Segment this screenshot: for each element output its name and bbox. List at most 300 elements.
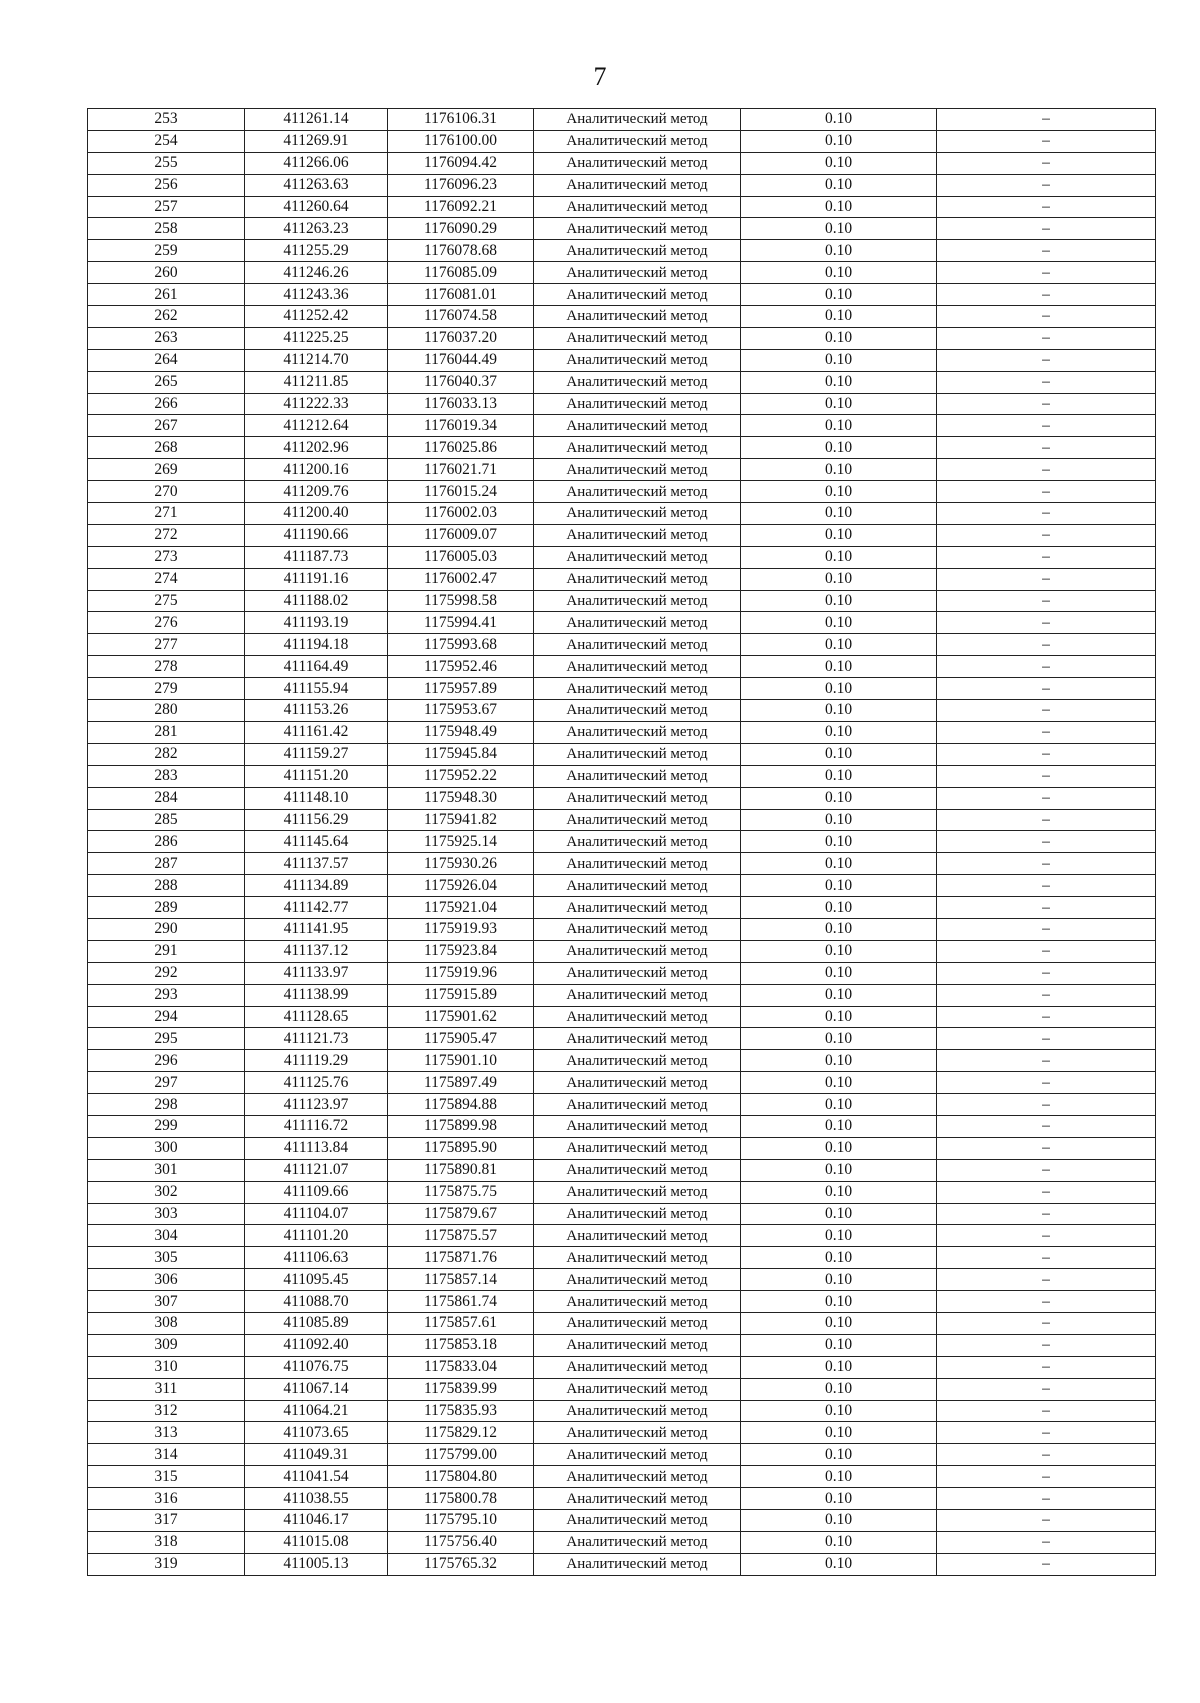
point-number-cell: 282	[88, 743, 245, 765]
y-coordinate-cell: 1176019.34	[388, 415, 534, 437]
description-cell: –	[937, 1312, 1156, 1334]
table-row	[88, 218, 1156, 240]
method-cell: Аналитический метод	[534, 1247, 741, 1269]
point-number-cell: 258	[88, 218, 245, 240]
method-cell: Аналитический метод	[534, 327, 741, 349]
x-coordinate-cell: 411095.45	[245, 1269, 388, 1291]
accuracy-cell: 0.10	[741, 1094, 937, 1116]
point-number-cell: 263	[88, 327, 245, 349]
point-number-cell: 313	[88, 1422, 245, 1444]
description-cell: –	[937, 1553, 1156, 1575]
point-number-cell: 268	[88, 437, 245, 459]
x-coordinate-cell: 411246.26	[245, 262, 388, 284]
y-coordinate-cell: 1176090.29	[388, 218, 534, 240]
x-coordinate-cell: 411155.94	[245, 678, 388, 700]
description-cell: –	[937, 1094, 1156, 1116]
x-coordinate-cell: 411269.91	[245, 130, 388, 152]
y-coordinate-cell: 1175998.58	[388, 590, 534, 612]
y-coordinate-cell: 1175756.40	[388, 1531, 534, 1553]
point-number-cell: 260	[88, 262, 245, 284]
method-cell: Аналитический метод	[534, 459, 741, 481]
method-cell: Аналитический метод	[534, 1553, 741, 1575]
method-cell: Аналитический метод	[534, 437, 741, 459]
y-coordinate-cell: 1175857.14	[388, 1269, 534, 1291]
table-row	[88, 1115, 1156, 1137]
accuracy-cell: 0.10	[741, 262, 937, 284]
description-cell: –	[937, 1115, 1156, 1137]
table-row	[88, 130, 1156, 152]
y-coordinate-cell: 1176002.03	[388, 503, 534, 525]
y-coordinate-cell: 1175795.10	[388, 1510, 534, 1532]
y-coordinate-cell: 1175890.81	[388, 1159, 534, 1181]
point-number-cell: 289	[88, 897, 245, 919]
y-coordinate-cell: 1176074.58	[388, 306, 534, 328]
x-coordinate-cell: 411101.20	[245, 1225, 388, 1247]
table-row	[88, 721, 1156, 743]
description-cell: –	[937, 174, 1156, 196]
table-row	[88, 940, 1156, 962]
accuracy-cell: 0.10	[741, 218, 937, 240]
x-coordinate-cell: 411137.57	[245, 853, 388, 875]
description-cell: –	[937, 612, 1156, 634]
accuracy-cell: 0.10	[741, 590, 937, 612]
accuracy-cell: 0.10	[741, 1203, 937, 1225]
description-cell: –	[937, 371, 1156, 393]
x-coordinate-cell: 411263.63	[245, 174, 388, 196]
accuracy-cell: 0.10	[741, 721, 937, 743]
description-cell: –	[937, 1488, 1156, 1510]
y-coordinate-cell: 1175921.04	[388, 897, 534, 919]
x-coordinate-cell: 411225.25	[245, 327, 388, 349]
x-coordinate-cell: 411133.97	[245, 962, 388, 984]
point-number-cell: 254	[88, 130, 245, 152]
accuracy-cell: 0.10	[741, 962, 937, 984]
x-coordinate-cell: 411222.33	[245, 393, 388, 415]
table-row	[88, 656, 1156, 678]
y-coordinate-cell: 1176092.21	[388, 196, 534, 218]
method-cell: Аналитический метод	[534, 174, 741, 196]
description-cell: –	[937, 415, 1156, 437]
method-cell: Аналитический метод	[534, 393, 741, 415]
y-coordinate-cell: 1175835.93	[388, 1400, 534, 1422]
point-number-cell: 296	[88, 1050, 245, 1072]
point-number-cell: 283	[88, 765, 245, 787]
table-row	[88, 306, 1156, 328]
x-coordinate-cell: 411141.95	[245, 918, 388, 940]
y-coordinate-cell: 1175833.04	[388, 1356, 534, 1378]
description-cell: –	[937, 1531, 1156, 1553]
method-cell: Аналитический метод	[534, 524, 741, 546]
description-cell: –	[937, 1072, 1156, 1094]
description-cell: –	[937, 152, 1156, 174]
table-row	[88, 984, 1156, 1006]
description-cell: –	[937, 1050, 1156, 1072]
y-coordinate-cell: 1175952.46	[388, 656, 534, 678]
accuracy-cell: 0.10	[741, 897, 937, 919]
description-cell: –	[937, 634, 1156, 656]
method-cell: Аналитический метод	[534, 415, 741, 437]
description-cell: –	[937, 393, 1156, 415]
accuracy-cell: 0.10	[741, 612, 937, 634]
x-coordinate-cell: 411116.72	[245, 1115, 388, 1137]
accuracy-cell: 0.10	[741, 1356, 937, 1378]
point-number-cell: 261	[88, 284, 245, 306]
y-coordinate-cell: 1175853.18	[388, 1334, 534, 1356]
y-coordinate-cell: 1175799.00	[388, 1444, 534, 1466]
accuracy-cell: 0.10	[741, 1269, 937, 1291]
method-cell: Аналитический метод	[534, 984, 741, 1006]
method-cell: Аналитический метод	[534, 196, 741, 218]
table-row	[88, 481, 1156, 503]
point-number-cell: 303	[88, 1203, 245, 1225]
method-cell: Аналитический метод	[534, 152, 741, 174]
accuracy-cell: 0.10	[741, 1422, 937, 1444]
table-row	[88, 1269, 1156, 1291]
description-cell: –	[937, 1466, 1156, 1488]
point-number-cell: 292	[88, 962, 245, 984]
table-row	[88, 546, 1156, 568]
description-cell: –	[937, 678, 1156, 700]
x-coordinate-cell: 411188.02	[245, 590, 388, 612]
table-row	[88, 1444, 1156, 1466]
y-coordinate-cell: 1175994.41	[388, 612, 534, 634]
method-cell: Аналитический метод	[534, 130, 741, 152]
accuracy-cell: 0.10	[741, 415, 937, 437]
accuracy-cell: 0.10	[741, 546, 937, 568]
description-cell: –	[937, 524, 1156, 546]
table-row	[88, 1378, 1156, 1400]
point-number-cell: 275	[88, 590, 245, 612]
method-cell: Аналитический метод	[534, 656, 741, 678]
point-number-cell: 301	[88, 1159, 245, 1181]
method-cell: Аналитический метод	[534, 1028, 741, 1050]
method-cell: Аналитический метод	[534, 853, 741, 875]
method-cell: Аналитический метод	[534, 1378, 741, 1400]
accuracy-cell: 0.10	[741, 853, 937, 875]
x-coordinate-cell: 411255.29	[245, 240, 388, 262]
table-row	[88, 327, 1156, 349]
accuracy-cell: 0.10	[741, 393, 937, 415]
accuracy-cell: 0.10	[741, 1553, 937, 1575]
point-number-cell: 308	[88, 1312, 245, 1334]
table-row	[88, 371, 1156, 393]
method-cell: Аналитический метод	[534, 700, 741, 722]
point-number-cell: 315	[88, 1466, 245, 1488]
accuracy-cell: 0.10	[741, 240, 937, 262]
method-cell: Аналитический метод	[534, 1115, 741, 1137]
table-row	[88, 415, 1156, 437]
y-coordinate-cell: 1176085.09	[388, 262, 534, 284]
accuracy-cell: 0.10	[741, 809, 937, 831]
table-row	[88, 524, 1156, 546]
description-cell: –	[937, 875, 1156, 897]
x-coordinate-cell: 411252.42	[245, 306, 388, 328]
y-coordinate-cell: 1176100.00	[388, 130, 534, 152]
table-row	[88, 437, 1156, 459]
point-number-cell: 277	[88, 634, 245, 656]
method-cell: Аналитический метод	[534, 1531, 741, 1553]
method-cell: Аналитический метод	[534, 1072, 741, 1094]
description-cell: –	[937, 568, 1156, 590]
description-cell: –	[937, 481, 1156, 503]
description-cell: –	[937, 831, 1156, 853]
description-cell: –	[937, 1159, 1156, 1181]
y-coordinate-cell: 1176002.47	[388, 568, 534, 590]
description-cell: –	[937, 897, 1156, 919]
table-row	[88, 678, 1156, 700]
method-cell: Аналитический метод	[534, 1400, 741, 1422]
table-row	[88, 152, 1156, 174]
description-cell: –	[937, 327, 1156, 349]
point-number-cell: 256	[88, 174, 245, 196]
point-number-cell: 300	[88, 1137, 245, 1159]
y-coordinate-cell: 1175901.62	[388, 1006, 534, 1028]
accuracy-cell: 0.10	[741, 1378, 937, 1400]
y-coordinate-cell: 1176096.23	[388, 174, 534, 196]
x-coordinate-cell: 411153.26	[245, 700, 388, 722]
description-cell: –	[937, 437, 1156, 459]
accuracy-cell: 0.10	[741, 1137, 937, 1159]
method-cell: Аналитический метод	[534, 1159, 741, 1181]
accuracy-cell: 0.10	[741, 1072, 937, 1094]
accuracy-cell: 0.10	[741, 1181, 937, 1203]
x-coordinate-cell: 411151.20	[245, 765, 388, 787]
table-row	[88, 1094, 1156, 1116]
x-coordinate-cell: 411191.16	[245, 568, 388, 590]
y-coordinate-cell: 1175925.14	[388, 831, 534, 853]
x-coordinate-cell: 411049.31	[245, 1444, 388, 1466]
point-number-cell: 272	[88, 524, 245, 546]
y-coordinate-cell: 1175953.67	[388, 700, 534, 722]
method-cell: Аналитический метод	[534, 546, 741, 568]
accuracy-cell: 0.10	[741, 130, 937, 152]
accuracy-cell: 0.10	[741, 1488, 937, 1510]
y-coordinate-cell: 1175926.04	[388, 875, 534, 897]
method-cell: Аналитический метод	[534, 787, 741, 809]
point-number-cell: 276	[88, 612, 245, 634]
table-row	[88, 196, 1156, 218]
accuracy-cell: 0.10	[741, 1531, 937, 1553]
description-cell: –	[937, 590, 1156, 612]
point-number-cell: 299	[88, 1115, 245, 1137]
accuracy-cell: 0.10	[741, 1006, 937, 1028]
accuracy-cell: 0.10	[741, 678, 937, 700]
table-row	[88, 1159, 1156, 1181]
point-number-cell: 304	[88, 1225, 245, 1247]
method-cell: Аналитический метод	[534, 1334, 741, 1356]
method-cell: Аналитический метод	[534, 503, 741, 525]
point-number-cell: 294	[88, 1006, 245, 1028]
x-coordinate-cell: 411113.84	[245, 1137, 388, 1159]
y-coordinate-cell: 1176040.37	[388, 371, 534, 393]
point-number-cell: 284	[88, 787, 245, 809]
method-cell: Аналитический метод	[534, 1444, 741, 1466]
description-cell: –	[937, 1291, 1156, 1313]
method-cell: Аналитический метод	[534, 1510, 741, 1532]
table-row	[88, 875, 1156, 897]
point-number-cell: 266	[88, 393, 245, 415]
method-cell: Аналитический метод	[534, 240, 741, 262]
method-cell: Аналитический метод	[534, 721, 741, 743]
point-number-cell: 274	[88, 568, 245, 590]
point-number-cell: 259	[88, 240, 245, 262]
y-coordinate-cell: 1175948.30	[388, 787, 534, 809]
x-coordinate-cell: 411194.18	[245, 634, 388, 656]
coordinates-table-container	[87, 108, 1155, 1576]
y-coordinate-cell: 1175897.49	[388, 1072, 534, 1094]
y-coordinate-cell: 1175899.98	[388, 1115, 534, 1137]
point-number-cell: 307	[88, 1291, 245, 1313]
x-coordinate-cell: 411202.96	[245, 437, 388, 459]
description-cell: –	[937, 787, 1156, 809]
method-cell: Аналитический метод	[534, 568, 741, 590]
description-cell: –	[937, 1137, 1156, 1159]
table-row	[88, 612, 1156, 634]
table-row	[88, 1072, 1156, 1094]
method-cell: Аналитический метод	[534, 1181, 741, 1203]
method-cell: Аналитический метод	[534, 678, 741, 700]
description-cell: –	[937, 1247, 1156, 1269]
x-coordinate-cell: 411128.65	[245, 1006, 388, 1028]
method-cell: Аналитический метод	[534, 371, 741, 393]
point-number-cell: 253	[88, 109, 245, 131]
point-number-cell: 305	[88, 1247, 245, 1269]
method-cell: Аналитический метод	[534, 590, 741, 612]
accuracy-cell: 0.10	[741, 568, 937, 590]
table-row	[88, 918, 1156, 940]
description-cell: –	[937, 1444, 1156, 1466]
accuracy-cell: 0.10	[741, 1334, 937, 1356]
y-coordinate-cell: 1175857.61	[388, 1312, 534, 1334]
y-coordinate-cell: 1175829.12	[388, 1422, 534, 1444]
y-coordinate-cell: 1175901.10	[388, 1050, 534, 1072]
x-coordinate-cell: 411200.16	[245, 459, 388, 481]
x-coordinate-cell: 411046.17	[245, 1510, 388, 1532]
x-coordinate-cell: 411104.07	[245, 1203, 388, 1225]
point-number-cell: 310	[88, 1356, 245, 1378]
y-coordinate-cell: 1176044.49	[388, 349, 534, 371]
point-number-cell: 265	[88, 371, 245, 393]
method-cell: Аналитический метод	[534, 1050, 741, 1072]
table-row	[88, 109, 1156, 131]
table-row	[88, 1203, 1156, 1225]
table-row	[88, 284, 1156, 306]
y-coordinate-cell: 1176094.42	[388, 152, 534, 174]
description-cell: –	[937, 1400, 1156, 1422]
y-coordinate-cell: 1175905.47	[388, 1028, 534, 1050]
description-cell: –	[937, 1422, 1156, 1444]
point-number-cell: 312	[88, 1400, 245, 1422]
description-cell: –	[937, 940, 1156, 962]
method-cell: Аналитический метод	[534, 875, 741, 897]
y-coordinate-cell: 1175879.67	[388, 1203, 534, 1225]
x-coordinate-cell: 411121.73	[245, 1028, 388, 1050]
description-cell: –	[937, 1356, 1156, 1378]
accuracy-cell: 0.10	[741, 634, 937, 656]
y-coordinate-cell: 1175765.32	[388, 1553, 534, 1575]
description-cell: –	[937, 1181, 1156, 1203]
x-coordinate-cell: 411164.49	[245, 656, 388, 678]
point-number-cell: 287	[88, 853, 245, 875]
x-coordinate-cell: 411067.14	[245, 1378, 388, 1400]
x-coordinate-cell: 411106.63	[245, 1247, 388, 1269]
x-coordinate-cell: 411211.85	[245, 371, 388, 393]
method-cell: Аналитический метод	[534, 1356, 741, 1378]
x-coordinate-cell: 411212.64	[245, 415, 388, 437]
table-row	[88, 1356, 1156, 1378]
accuracy-cell: 0.10	[741, 918, 937, 940]
description-cell: –	[937, 284, 1156, 306]
method-cell: Аналитический метод	[534, 349, 741, 371]
description-cell: –	[937, 809, 1156, 831]
description-cell: –	[937, 306, 1156, 328]
description-cell: –	[937, 743, 1156, 765]
description-cell: –	[937, 109, 1156, 131]
description-cell: –	[937, 546, 1156, 568]
x-coordinate-cell: 411261.14	[245, 109, 388, 131]
x-coordinate-cell: 411263.23	[245, 218, 388, 240]
description-cell: –	[937, 1006, 1156, 1028]
table-row	[88, 240, 1156, 262]
table-row	[88, 1422, 1156, 1444]
accuracy-cell: 0.10	[741, 1291, 937, 1313]
method-cell: Аналитический метод	[534, 831, 741, 853]
x-coordinate-cell: 411193.19	[245, 612, 388, 634]
y-coordinate-cell: 1175875.57	[388, 1225, 534, 1247]
x-coordinate-cell: 411109.66	[245, 1181, 388, 1203]
y-coordinate-cell: 1175930.26	[388, 853, 534, 875]
method-cell: Аналитический метод	[534, 1422, 741, 1444]
table-row	[88, 962, 1156, 984]
accuracy-cell: 0.10	[741, 503, 937, 525]
table-row	[88, 743, 1156, 765]
point-number-cell: 311	[88, 1378, 245, 1400]
accuracy-cell: 0.10	[741, 481, 937, 503]
page-number: 7	[593, 62, 607, 91]
point-number-cell: 269	[88, 459, 245, 481]
accuracy-cell: 0.10	[741, 1159, 937, 1181]
x-coordinate-cell: 411085.89	[245, 1312, 388, 1334]
x-coordinate-cell: 411137.12	[245, 940, 388, 962]
table-row	[88, 1553, 1156, 1575]
point-number-cell: 297	[88, 1072, 245, 1094]
y-coordinate-cell: 1176033.13	[388, 393, 534, 415]
method-cell: Аналитический метод	[534, 765, 741, 787]
description-cell: –	[937, 459, 1156, 481]
method-cell: Аналитический метод	[534, 1488, 741, 1510]
description-cell: –	[937, 240, 1156, 262]
y-coordinate-cell: 1176021.71	[388, 459, 534, 481]
x-coordinate-cell: 411064.21	[245, 1400, 388, 1422]
method-cell: Аналитический метод	[534, 743, 741, 765]
accuracy-cell: 0.10	[741, 875, 937, 897]
description-cell: –	[937, 918, 1156, 940]
accuracy-cell: 0.10	[741, 1028, 937, 1050]
method-cell: Аналитический метод	[534, 1137, 741, 1159]
y-coordinate-cell: 1176009.07	[388, 524, 534, 546]
method-cell: Аналитический метод	[534, 809, 741, 831]
table-row	[88, 1488, 1156, 1510]
description-cell: –	[937, 1510, 1156, 1532]
point-number-cell: 278	[88, 656, 245, 678]
x-coordinate-cell: 411260.64	[245, 196, 388, 218]
accuracy-cell: 0.10	[741, 700, 937, 722]
x-coordinate-cell: 411119.29	[245, 1050, 388, 1072]
description-cell: –	[937, 1269, 1156, 1291]
table-row	[88, 1137, 1156, 1159]
y-coordinate-cell: 1175915.89	[388, 984, 534, 1006]
point-number-cell: 298	[88, 1094, 245, 1116]
